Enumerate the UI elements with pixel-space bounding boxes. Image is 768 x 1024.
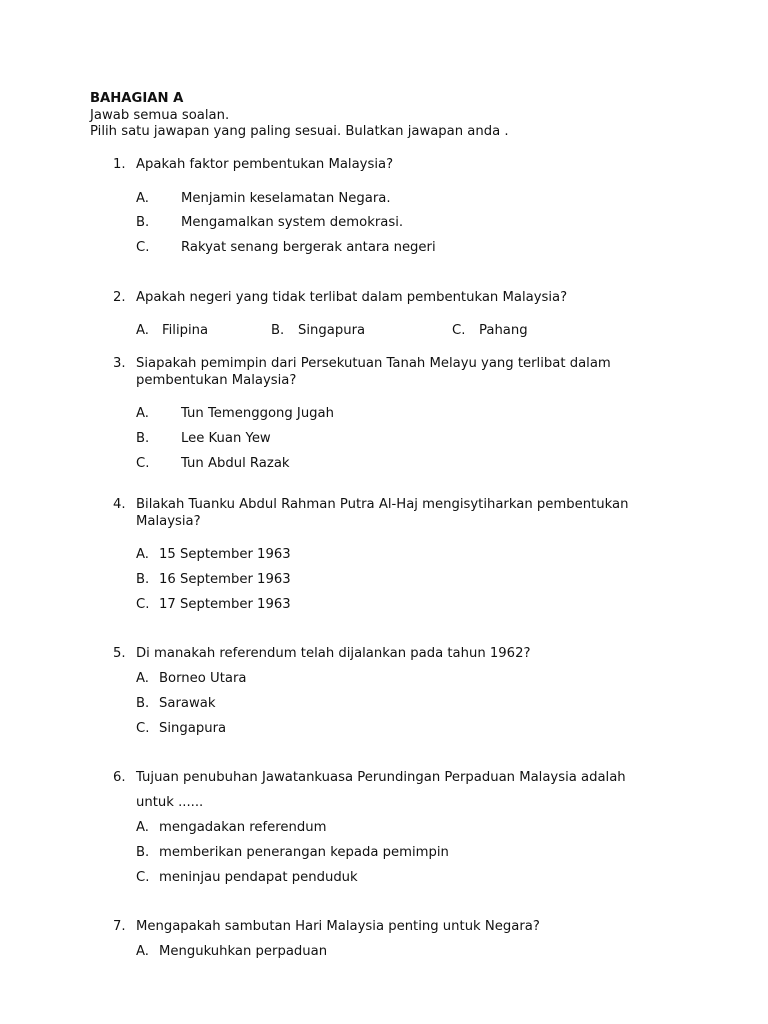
option-text: mengadakan referendum bbox=[159, 820, 327, 835]
option-text: Filipina bbox=[162, 323, 209, 338]
question-text-continued: Malaysia? bbox=[136, 514, 201, 529]
option-letter: B. bbox=[271, 323, 285, 338]
option-text: Singapura bbox=[159, 721, 227, 736]
question-number: 2. bbox=[113, 290, 126, 305]
instruction-line-2: Pilih satu jawapan yang paling sesuai. Bulatkan jawapan anda . bbox=[90, 124, 509, 139]
question-text: Di manakah referendum telah dijalankan pada tahun 1962? bbox=[136, 646, 531, 661]
option-text: Rakyat senang bergerak antara negeri bbox=[181, 240, 436, 255]
question-text: Apakah negeri yang tidak terlibat dalam pembentukan Malaysia? bbox=[136, 290, 568, 305]
option-letter: C. bbox=[136, 597, 150, 612]
question-text: Siapakah pemimpin dari Persekutuan Tanah Melayu yang terlibat dalam bbox=[136, 356, 611, 371]
option-text: Tun Temenggong Jugah bbox=[181, 406, 334, 421]
option-text: 17 September 1963 bbox=[159, 597, 291, 612]
option-letter: C. bbox=[452, 323, 466, 338]
option-text: Tun Abdul Razak bbox=[181, 456, 290, 471]
option-letter: A. bbox=[136, 323, 149, 338]
question-number: 7. bbox=[113, 919, 126, 934]
question-text-continued: pembentukan Malaysia? bbox=[136, 373, 297, 388]
option-letter: A. bbox=[136, 944, 149, 959]
option-text: Pahang bbox=[479, 323, 528, 338]
section-title: BAHAGIAN A bbox=[90, 91, 184, 106]
option-letter: A. bbox=[136, 820, 149, 835]
option-text: meninjau pendapat penduduk bbox=[159, 870, 358, 885]
question-number: 6. bbox=[113, 770, 126, 785]
question-number: 5. bbox=[113, 646, 126, 661]
option-letter: B. bbox=[136, 845, 150, 860]
option-letter: C. bbox=[136, 721, 150, 736]
option-letter: C. bbox=[136, 870, 150, 885]
question-number: 4. bbox=[113, 497, 126, 512]
option-text: Borneo Utara bbox=[159, 671, 247, 686]
option-letter: A. bbox=[136, 191, 149, 206]
option-letter: C. bbox=[136, 240, 150, 255]
question-number: 1. bbox=[113, 157, 126, 172]
question-text: Bilakah Tuanku Abdul Rahman Putra Al-Haj mengisytiharkan pembentukan bbox=[136, 497, 629, 512]
option-text: Sarawak bbox=[159, 696, 216, 711]
option-text: 16 September 1963 bbox=[159, 572, 291, 587]
option-letter: B. bbox=[136, 215, 150, 230]
option-text: 15 September 1963 bbox=[159, 547, 291, 562]
option-text: Singapura bbox=[298, 323, 366, 338]
instruction-line-1: Jawab semua soalan. bbox=[90, 108, 230, 123]
question-text: Tujuan penubuhan Jawatankuasa Perundingan Perpaduan Malaysia adalah bbox=[136, 770, 626, 785]
question-text: Apakah faktor pembentukan Malaysia? bbox=[136, 157, 394, 172]
question-text-continued: untuk ...... bbox=[136, 795, 204, 810]
option-letter: A. bbox=[136, 406, 149, 421]
option-letter: A. bbox=[136, 547, 149, 562]
option-letter: B. bbox=[136, 431, 150, 446]
option-text: Lee Kuan Yew bbox=[181, 431, 271, 446]
option-letter: A. bbox=[136, 671, 149, 686]
option-letter: B. bbox=[136, 696, 150, 711]
option-text: Mengukuhkan perpaduan bbox=[159, 944, 328, 959]
option-text: memberikan penerangan kepada pemimpin bbox=[159, 845, 449, 860]
question-number: 3. bbox=[113, 356, 126, 371]
option-letter: B. bbox=[136, 572, 150, 587]
option-text: Menjamin keselamatan Negara. bbox=[181, 191, 391, 206]
option-text: Mengamalkan system demokrasi. bbox=[181, 215, 404, 230]
question-text: Mengapakah sambutan Hari Malaysia penting untuk Negara? bbox=[136, 919, 540, 934]
option-letter: C. bbox=[136, 456, 150, 471]
